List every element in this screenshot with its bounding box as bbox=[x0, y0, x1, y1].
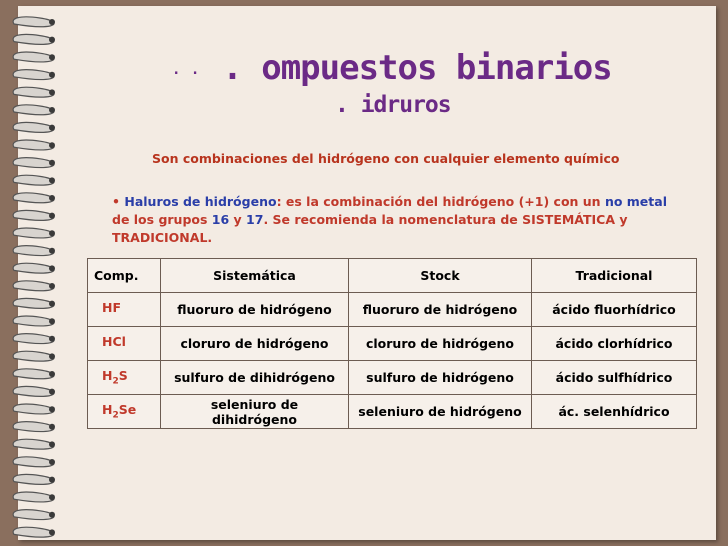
title-lead: . . bbox=[172, 61, 201, 78]
cell-compound: HF bbox=[88, 293, 161, 327]
spiral-hole bbox=[49, 195, 55, 201]
spiral-ring bbox=[13, 422, 54, 432]
spiral-ring bbox=[13, 316, 54, 326]
spiral-hole bbox=[49, 107, 55, 113]
spiral-hole bbox=[49, 441, 55, 447]
spiral-hole bbox=[49, 318, 55, 324]
spiral-ring bbox=[13, 527, 54, 537]
intro-text: Son combinaciones del hidrógeno con cualquier elemento químico bbox=[152, 151, 620, 166]
cell-stock: fluoruro de hidrógeno bbox=[349, 293, 532, 327]
cell-tradicional: ácido sulfhídrico bbox=[532, 361, 697, 395]
header-comp: Comp. bbox=[88, 259, 161, 293]
spiral-hole bbox=[49, 72, 55, 78]
header-stock: Stock bbox=[349, 259, 532, 293]
header-sistematica: Sistemática bbox=[161, 259, 349, 293]
para-group-16: 16 bbox=[211, 212, 230, 227]
spiral-ring bbox=[13, 34, 54, 44]
cell-compound: $H_2Se$ bbox=[88, 395, 161, 429]
spiral-hole bbox=[49, 371, 55, 377]
spiral-hole bbox=[49, 248, 55, 254]
spiral-hole bbox=[49, 424, 55, 430]
spiral-hole bbox=[49, 54, 55, 60]
para-and: y bbox=[229, 212, 247, 227]
cell-compound: HCl bbox=[88, 327, 161, 361]
spiral-ring bbox=[13, 52, 54, 62]
table-row bbox=[88, 361, 697, 395]
spiral-ring bbox=[13, 263, 54, 273]
spiral-ring bbox=[13, 193, 54, 203]
spiral-ring bbox=[13, 457, 54, 467]
spiral-hole bbox=[49, 301, 55, 307]
spiral-ring bbox=[13, 298, 54, 308]
hydride-table bbox=[87, 258, 697, 429]
spiral-ring bbox=[13, 474, 54, 484]
spiral-ring bbox=[13, 228, 54, 238]
table-row bbox=[88, 327, 697, 361]
spiral-binding-icon bbox=[6, 8, 66, 538]
spiral-ring bbox=[13, 492, 54, 502]
spiral-hole bbox=[49, 459, 55, 465]
para-text-1: : es la combinación del hidrógeno (+1) con un bbox=[276, 194, 605, 209]
spiral-ring bbox=[13, 175, 54, 185]
spiral-ring bbox=[13, 70, 54, 80]
spiral-hole bbox=[49, 142, 55, 148]
para-nometal: no metal bbox=[604, 194, 667, 209]
spiral-hole bbox=[49, 265, 55, 271]
spiral-hole bbox=[49, 477, 55, 483]
spiral-ring bbox=[13, 351, 54, 361]
spiral-ring bbox=[13, 369, 54, 379]
cell-sistematica: sulfuro de dihidrógeno bbox=[161, 361, 349, 395]
cell-tradicional: ácido clorhídrico bbox=[532, 327, 697, 361]
spiral-ring bbox=[13, 105, 54, 115]
spiral-hole bbox=[49, 213, 55, 219]
cell-sistematica: cloruro de hidrógeno bbox=[161, 327, 349, 361]
para-group-17: 17 bbox=[246, 212, 264, 227]
spiral-hole bbox=[49, 494, 55, 500]
cell-tradicional: ácido fluorhídrico bbox=[532, 293, 697, 327]
cell-sistematica: seleniuro de dihidrógeno bbox=[161, 395, 349, 429]
table-header-row bbox=[88, 259, 697, 293]
spiral-hole bbox=[49, 125, 55, 131]
header-tradicional: Tradicional bbox=[532, 259, 697, 293]
spiral-ring bbox=[13, 17, 54, 27]
page-subtitle: . idruros bbox=[335, 92, 451, 118]
spiral-hole bbox=[49, 230, 55, 236]
spiral-hole bbox=[49, 529, 55, 535]
cell-stock: sulfuro de hidrógeno bbox=[349, 361, 532, 395]
cell-compound: $H_2S$ bbox=[88, 361, 161, 395]
spiral-ring bbox=[13, 210, 54, 220]
spiral-hole bbox=[49, 512, 55, 518]
spiral-ring bbox=[13, 404, 54, 414]
spiral-hole bbox=[49, 37, 55, 43]
cell-tradicional: ác. selenhídrico bbox=[532, 395, 697, 429]
spiral-ring bbox=[13, 386, 54, 396]
spiral-ring bbox=[13, 439, 54, 449]
spiral-ring bbox=[13, 140, 54, 150]
spiral-hole bbox=[49, 336, 55, 342]
table-row bbox=[88, 293, 697, 327]
spiral-hole bbox=[49, 353, 55, 359]
para-term: Haluros de hidrógeno bbox=[124, 194, 277, 209]
spiral-ring bbox=[13, 87, 54, 97]
spiral-ring bbox=[13, 281, 54, 291]
spiral-ring bbox=[13, 246, 54, 256]
haluros-paragraph bbox=[112, 193, 687, 247]
spiral-hole bbox=[49, 177, 55, 183]
title-main: . ompuestos binarios bbox=[222, 48, 612, 88]
table-row bbox=[88, 395, 697, 429]
spiral-hole bbox=[49, 389, 55, 395]
spiral-hole bbox=[49, 19, 55, 25]
spiral-ring bbox=[13, 510, 54, 520]
para-text-2: de los grupos bbox=[112, 212, 212, 227]
spiral-ring bbox=[13, 122, 54, 132]
cell-stock: seleniuro de hidrógeno bbox=[349, 395, 532, 429]
spiral-ring bbox=[13, 158, 54, 168]
spiral-hole bbox=[49, 406, 55, 412]
cell-stock: cloruro de hidrógeno bbox=[349, 327, 532, 361]
spiral-hole bbox=[49, 283, 55, 289]
spiral-hole bbox=[49, 89, 55, 95]
spiral-hole bbox=[49, 160, 55, 166]
bullet-icon: • bbox=[112, 194, 120, 209]
cell-sistematica: fluoruro de hidrógeno bbox=[161, 293, 349, 327]
para-text-3: . Se recomienda la nomenclatura de SISTEMÁTICA y TRADICIONAL. bbox=[112, 212, 628, 245]
spiral-ring bbox=[13, 334, 54, 344]
